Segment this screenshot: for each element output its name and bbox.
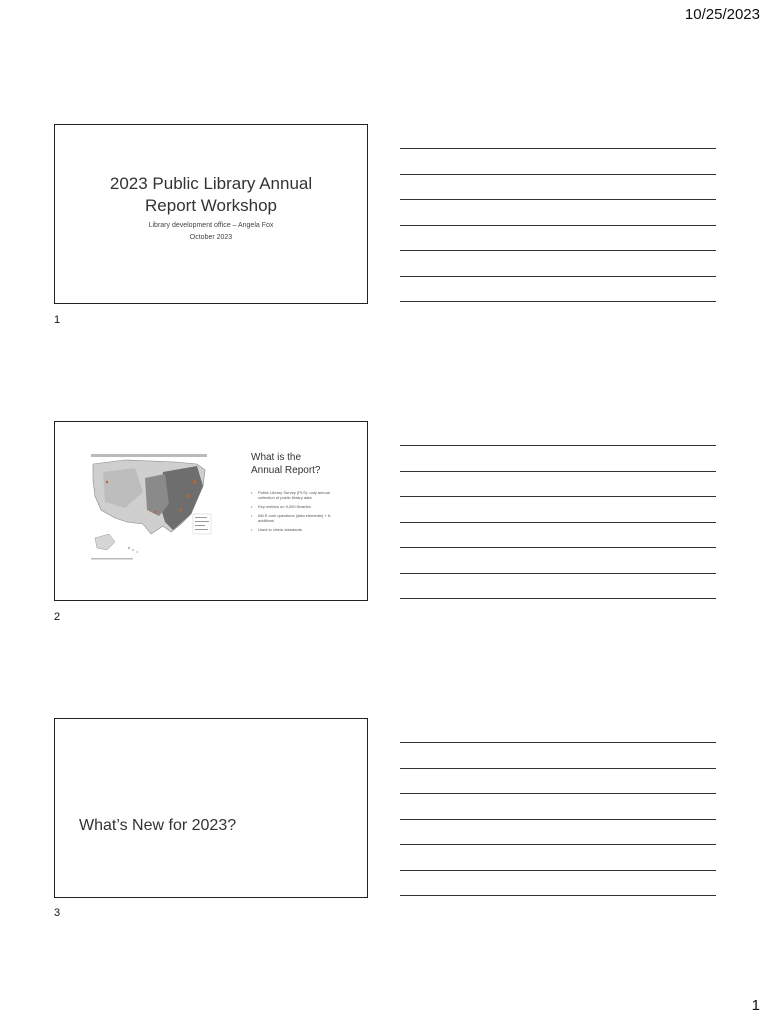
slide-1-title	[55, 173, 367, 217]
slide-2-bullet: • IMLS core questions (data elements) + IL additions	[251, 513, 347, 523]
slide-3-thumbnail	[54, 718, 368, 898]
slide-2-title	[251, 451, 351, 477]
slide-2-bullet: • Used to check standards	[251, 527, 347, 532]
notes-lines-1	[400, 148, 716, 327]
notes-lines-2	[400, 445, 716, 624]
slide-2-bullet: • Public Library Survey (PLS): only annual collection of public library data	[251, 490, 347, 500]
slide-2-bullet-list	[251, 490, 347, 536]
slide-1-thumbnail	[54, 124, 368, 304]
page-number: 1	[751, 997, 760, 1014]
slide-3-number: 3	[54, 907, 61, 919]
slide-3-title: What’s New for 2023?	[79, 817, 237, 834]
us-libraries-map-image	[85, 452, 213, 564]
slide-2-number: 2	[54, 611, 61, 623]
notes-lines-3	[400, 742, 716, 921]
slide-1-title-line-1: 2023 Public Library Annual	[109, 174, 313, 193]
slide-2-title-line-2: Annual Report?	[251, 465, 321, 476]
print-date: 10/25/2023	[684, 6, 760, 23]
slide-1-subtitle: Library development office – Angela Fox	[148, 222, 274, 229]
slide-2-bullet: • Key metrics on 9,000 libraries	[251, 504, 347, 509]
slide-2-thumbnail	[54, 421, 368, 601]
slide-1-number: 1	[54, 314, 61, 326]
slide-2-title-line-1: What is the	[251, 452, 302, 463]
slide-1-date: October 2023	[189, 234, 233, 241]
slide-1-title-line-2: Report Workshop	[145, 196, 277, 215]
